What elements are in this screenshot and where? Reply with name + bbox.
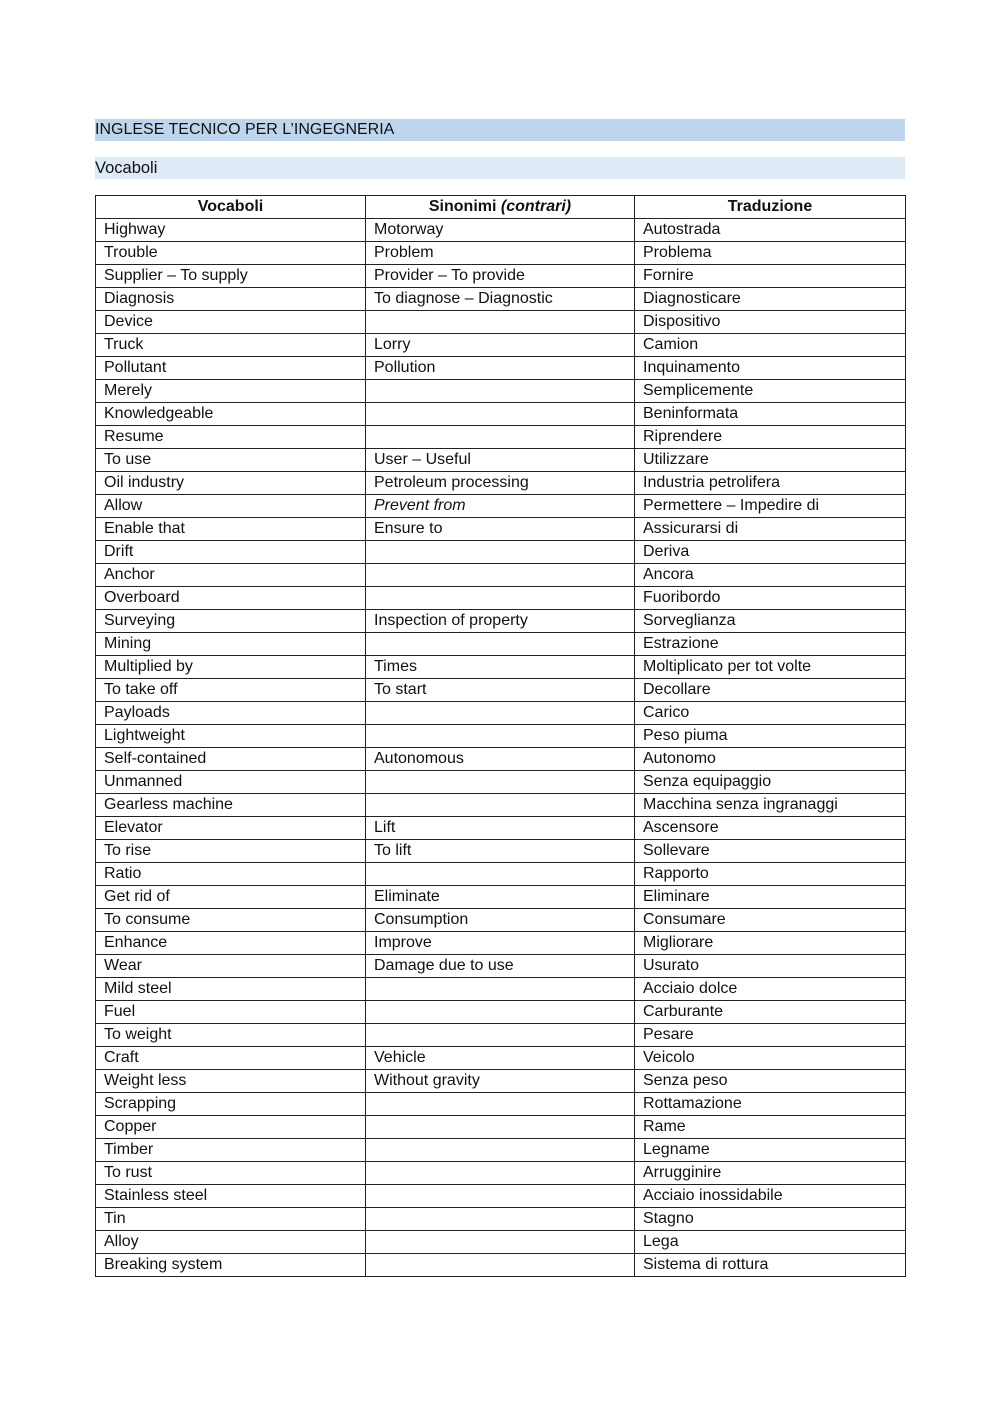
cell-vocabolo: Truck	[96, 334, 366, 357]
table-row	[96, 1139, 906, 1162]
header-vocaboli: Vocaboli	[96, 196, 366, 219]
cell-traduzione: Senza peso	[635, 1070, 906, 1093]
cell-sinonimo	[366, 1139, 635, 1162]
cell-sinonimo: Lorry	[366, 334, 635, 357]
cell-traduzione: Stagno	[635, 1208, 906, 1231]
table-row	[96, 518, 906, 541]
cell-traduzione: Autonomo	[635, 748, 906, 771]
vocabulary-table	[95, 195, 906, 1277]
cell-sinonimo: Problem	[366, 242, 635, 265]
cell-vocabolo: To rust	[96, 1162, 366, 1185]
cell-vocabolo: To consume	[96, 909, 366, 932]
cell-sinonimo	[366, 380, 635, 403]
table-row	[96, 725, 906, 748]
table-row	[96, 702, 906, 725]
cell-vocabolo: Unmanned	[96, 771, 366, 794]
table-row	[96, 863, 906, 886]
cell-sinonimo	[366, 702, 635, 725]
cell-sinonimo	[366, 1116, 635, 1139]
cell-vocabolo: Get rid of	[96, 886, 366, 909]
cell-traduzione: Acciaio inossidabile	[635, 1185, 906, 1208]
cell-sinonimo	[366, 1254, 635, 1277]
cell-sinonimo	[366, 403, 635, 426]
table-body	[96, 219, 906, 1277]
table-row	[96, 978, 906, 1001]
table-row	[96, 564, 906, 587]
cell-sinonimo: User – Useful	[366, 449, 635, 472]
cell-traduzione: Autostrada	[635, 219, 906, 242]
cell-vocabolo: Anchor	[96, 564, 366, 587]
cell-traduzione: Deriva	[635, 541, 906, 564]
cell-vocabolo: Wear	[96, 955, 366, 978]
cell-sinonimo: Provider – To provide	[366, 265, 635, 288]
cell-sinonimo: Vehicle	[366, 1047, 635, 1070]
document-title: INGLESE TECNICO PER L’INGEGNERIA	[95, 119, 905, 141]
cell-sinonimo: Times	[366, 656, 635, 679]
cell-sinonimo: Improve	[366, 932, 635, 955]
cell-traduzione: Migliorare	[635, 932, 906, 955]
cell-vocabolo: Pollutant	[96, 357, 366, 380]
cell-vocabolo: Timber	[96, 1139, 366, 1162]
cell-vocabolo: To take off	[96, 679, 366, 702]
header-sinonimi	[366, 196, 635, 219]
table-row	[96, 403, 906, 426]
table-row	[96, 840, 906, 863]
cell-sinonimo: Lift	[366, 817, 635, 840]
cell-vocabolo: Multiplied by	[96, 656, 366, 679]
cell-traduzione: Camion	[635, 334, 906, 357]
cell-traduzione: Fuoribordo	[635, 587, 906, 610]
cell-sinonimo	[366, 541, 635, 564]
header-contrari-label: (contrari)	[500, 198, 572, 215]
cell-traduzione: Senza equipaggio	[635, 771, 906, 794]
cell-vocabolo: Mild steel	[96, 978, 366, 1001]
cell-sinonimo	[366, 1024, 635, 1047]
table-row	[96, 472, 906, 495]
cell-vocabolo: Overboard	[96, 587, 366, 610]
table-row	[96, 1231, 906, 1254]
table-row	[96, 955, 906, 978]
cell-sinonimo	[366, 978, 635, 1001]
table-row	[96, 932, 906, 955]
cell-traduzione: Beninformata	[635, 403, 906, 426]
cell-vocabolo: Weight less	[96, 1070, 366, 1093]
cell-sinonimo: Petroleum processing	[366, 472, 635, 495]
table-row	[96, 1254, 906, 1277]
cell-vocabolo: To use	[96, 449, 366, 472]
table-row	[96, 1024, 906, 1047]
cell-sinonimo	[366, 633, 635, 656]
table-row	[96, 1185, 906, 1208]
cell-sinonimo: Pollution	[366, 357, 635, 380]
table-row	[96, 1070, 906, 1093]
cell-vocabolo: Trouble	[96, 242, 366, 265]
cell-vocabolo: Fuel	[96, 1001, 366, 1024]
cell-traduzione: Rame	[635, 1116, 906, 1139]
table-row	[96, 541, 906, 564]
cell-sinonimo: Without gravity	[366, 1070, 635, 1093]
table-row	[96, 288, 906, 311]
cell-sinonimo	[366, 1162, 635, 1185]
cell-sinonimo	[366, 587, 635, 610]
table-row	[96, 886, 906, 909]
cell-traduzione: Pesare	[635, 1024, 906, 1047]
table-row	[96, 794, 906, 817]
cell-vocabolo: Enable that	[96, 518, 366, 541]
cell-sinonimo: To diagnose – Diagnostic	[366, 288, 635, 311]
cell-traduzione: Estrazione	[635, 633, 906, 656]
cell-vocabolo: Diagnosis	[96, 288, 366, 311]
cell-vocabolo: Payloads	[96, 702, 366, 725]
table-row	[96, 610, 906, 633]
cell-traduzione: Acciaio dolce	[635, 978, 906, 1001]
header-traduzione: Traduzione	[635, 196, 906, 219]
cell-traduzione: Usurato	[635, 955, 906, 978]
cell-vocabolo: Lightweight	[96, 725, 366, 748]
cell-traduzione: Sollevare	[635, 840, 906, 863]
cell-vocabolo: Mining	[96, 633, 366, 656]
cell-vocabolo: Elevator	[96, 817, 366, 840]
table-row	[96, 679, 906, 702]
cell-traduzione: Semplicemente	[635, 380, 906, 403]
cell-vocabolo: Scrapping	[96, 1093, 366, 1116]
table-row	[96, 380, 906, 403]
table-row	[96, 1116, 906, 1139]
cell-traduzione: Ancora	[635, 564, 906, 587]
cell-traduzione: Eliminare	[635, 886, 906, 909]
cell-vocabolo: Merely	[96, 380, 366, 403]
cell-vocabolo: Gearless machine	[96, 794, 366, 817]
cell-sinonimo	[366, 1231, 635, 1254]
cell-sinonimo	[366, 863, 635, 886]
cell-traduzione: Fornire	[635, 265, 906, 288]
table-row	[96, 748, 906, 771]
cell-sinonimo	[366, 794, 635, 817]
cell-sinonimo: Inspection of property	[366, 610, 635, 633]
cell-traduzione: Rottamazione	[635, 1093, 906, 1116]
cell-vocabolo: Craft	[96, 1047, 366, 1070]
cell-traduzione: Carburante	[635, 1001, 906, 1024]
table-row	[96, 219, 906, 242]
cell-vocabolo: Drift	[96, 541, 366, 564]
cell-sinonimo: To start	[366, 679, 635, 702]
cell-traduzione: Assicurarsi di	[635, 518, 906, 541]
cell-vocabolo: Enhance	[96, 932, 366, 955]
cell-traduzione: Consumare	[635, 909, 906, 932]
table-header-row	[96, 196, 906, 219]
table-row	[96, 1208, 906, 1231]
cell-sinonimo: Consumption	[366, 909, 635, 932]
cell-vocabolo: Stainless steel	[96, 1185, 366, 1208]
table-row	[96, 656, 906, 679]
cell-traduzione: Problema	[635, 242, 906, 265]
cell-sinonimo	[366, 1208, 635, 1231]
table-row	[96, 1001, 906, 1024]
table-row	[96, 242, 906, 265]
table-row	[96, 311, 906, 334]
cell-vocabolo: Supplier – To supply	[96, 265, 366, 288]
cell-vocabolo: Tin	[96, 1208, 366, 1231]
table-row	[96, 1047, 906, 1070]
table-row	[96, 426, 906, 449]
cell-traduzione: Carico	[635, 702, 906, 725]
cell-vocabolo: Surveying	[96, 610, 366, 633]
cell-sinonimo: Eliminate	[366, 886, 635, 909]
cell-vocabolo: To weight	[96, 1024, 366, 1047]
cell-sinonimo: Autonomous	[366, 748, 635, 771]
section-heading: Vocaboli	[95, 157, 905, 179]
cell-vocabolo: To rise	[96, 840, 366, 863]
cell-sinonimo	[366, 311, 635, 334]
cell-traduzione: Decollare	[635, 679, 906, 702]
cell-traduzione: Ascensore	[635, 817, 906, 840]
cell-traduzione: Industria petrolifera	[635, 472, 906, 495]
cell-sinonimo	[366, 1001, 635, 1024]
cell-traduzione: Peso piuma	[635, 725, 906, 748]
cell-sinonimo: Motorway	[366, 219, 635, 242]
cell-traduzione: Permettere – Impedire di	[635, 495, 906, 518]
cell-traduzione: Legname	[635, 1139, 906, 1162]
table-row	[96, 587, 906, 610]
table-row	[96, 357, 906, 380]
cell-vocabolo: Resume	[96, 426, 366, 449]
cell-vocabolo: Highway	[96, 219, 366, 242]
cell-vocabolo: Breaking system	[96, 1254, 366, 1277]
table-row	[96, 771, 906, 794]
cell-sinonimo	[366, 1185, 635, 1208]
cell-sinonimo	[366, 725, 635, 748]
cell-sinonimo: Damage due to use	[366, 955, 635, 978]
cell-traduzione: Sistema di rottura	[635, 1254, 906, 1277]
cell-vocabolo: Oil industry	[96, 472, 366, 495]
cell-traduzione: Lega	[635, 1231, 906, 1254]
cell-traduzione: Moltiplicato per tot volte	[635, 656, 906, 679]
table-row	[96, 909, 906, 932]
cell-vocabolo: Alloy	[96, 1231, 366, 1254]
cell-vocabolo: Ratio	[96, 863, 366, 886]
cell-traduzione: Macchina senza ingranaggi	[635, 794, 906, 817]
table-row	[96, 449, 906, 472]
cell-traduzione: Arrugginire	[635, 1162, 906, 1185]
cell-traduzione: Rapporto	[635, 863, 906, 886]
cell-traduzione: Sorveglianza	[635, 610, 906, 633]
cell-vocabolo: Device	[96, 311, 366, 334]
table-row	[96, 265, 906, 288]
cell-sinonimo	[366, 426, 635, 449]
cell-traduzione: Utilizzare	[635, 449, 906, 472]
cell-traduzione: Diagnosticare	[635, 288, 906, 311]
header-sinonimi-label: Sinonimi	[428, 198, 501, 215]
cell-sinonimo	[366, 771, 635, 794]
table-row	[96, 817, 906, 840]
table-row	[96, 1093, 906, 1116]
table-row	[96, 1162, 906, 1185]
table-row	[96, 334, 906, 357]
cell-sinonimo	[366, 1093, 635, 1116]
cell-vocabolo: Self-contained	[96, 748, 366, 771]
cell-sinonimo: To lift	[366, 840, 635, 863]
cell-vocabolo: Copper	[96, 1116, 366, 1139]
cell-traduzione: Veicolo	[635, 1047, 906, 1070]
cell-sinonimo: Ensure to	[366, 518, 635, 541]
table-row	[96, 633, 906, 656]
cell-sinonimo: Prevent from	[366, 495, 635, 518]
cell-vocabolo: Knowledgeable	[96, 403, 366, 426]
cell-traduzione: Inquinamento	[635, 357, 906, 380]
cell-sinonimo	[366, 564, 635, 587]
cell-vocabolo: Allow	[96, 495, 366, 518]
table-row	[96, 495, 906, 518]
cell-traduzione: Dispositivo	[635, 311, 906, 334]
cell-traduzione: Riprendere	[635, 426, 906, 449]
